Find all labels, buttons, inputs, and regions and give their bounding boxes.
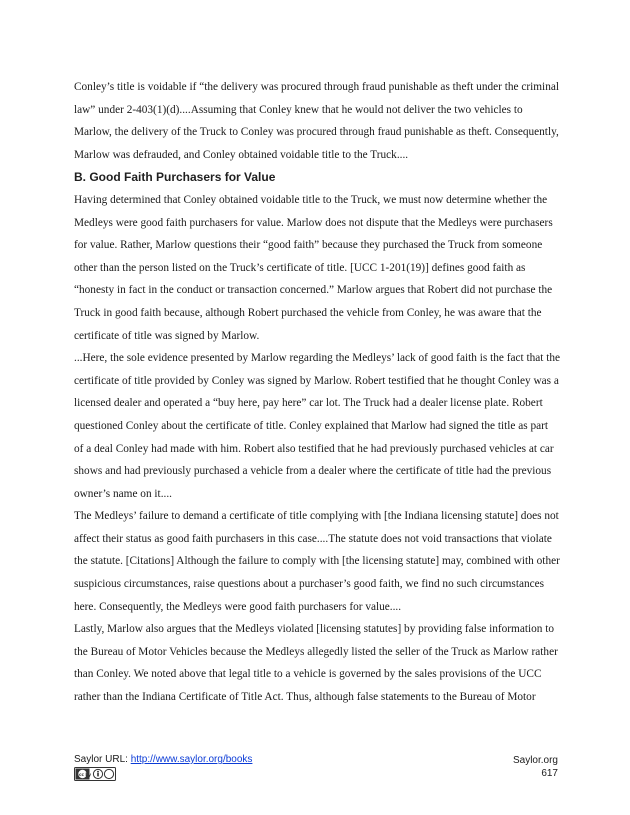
section-heading: B. Good Faith Purchasers for Value: [74, 170, 276, 185]
paragraph-2: Having determined that Conley obtained voidable title to the Truck, we must now determine whether the Medleys were good faith purchasers for value. Marlow does not dispute that the Medleys were purchasers for value. Rather, Marlow questions their “good faith” because they purchased the Truck from someone other than the person listed on the Truck’s certificate of title. [UCC 1-201(19)] defines good faith as “honesty in fact in the conduct or transaction concerned.” Marlow argues that Robert did not purchase the Truck in good faith because, although Robert purchased the vehicle from Conley, he was aware that the certificate of title was signed by Marlow.: [74, 193, 553, 342]
page-number: 617: [541, 768, 558, 779]
footer-source: [74, 754, 252, 765]
document-body: [74, 76, 560, 709]
paragraph-1: Conley’s title is voidable if “the delivery was procured through fraud punishable as theft under the criminal law” under 2-403(1)(d)....Assuming that Conley knew that he would not deliver the two vehicles to Marlow, the delivery of the Truck to Conley was procured through fraud punishable as theft. Consequently, Marlow was defrauded, and Conley obtained voidable title to the Truck....: [74, 81, 559, 161]
footer-url-label: Saylor URL:: [74, 754, 131, 765]
footer-brand-block: [513, 754, 558, 780]
creative-commons-license-icon[interactable]: [74, 767, 116, 781]
paragraph-3: ...Here, the sole evidence presented by Marlow regarding the Medleys’ lack of good faith is the fact that the certificate of title provided by Conley was signed by Marlow. Robert testified that he thought Conley was a licensed dealer and operated a “buy here, pay here” car lot. The Truck had a dealer license plate. Robert questioned Conley about the certificate of title. Conley explained that Marlow had signed the title as part of a deal Conley had made with him. Robert also testified that he had previously purchased vehicles at car shows and had previously purchased a vehicle from a dealer where the certificate of title had the previous owner’s name on it....: [74, 352, 561, 500]
paragraph-4: The Medleys’ failure to demand a certificate of title complying with [the Indiana licensing statute] does not affect their status as good faith purchasers in this case....The statute does not void transactions that violate the statute. [Citations] Although the failure to comply with [the licensing statute] may, combined with other suspicious circumstances, raise questions about a purchaser’s good faith, we find no such circumstances here. Consequently, the Medleys were good faith purchasers for value....: [74, 510, 560, 613]
paragraph-5: Lastly, Marlow also argues that the Medleys violated [licensing statutes] by providing false information to the Bureau of Motor Vehicles because the Medleys allegedly listed the seller of the Truck as Marlow rather than Conley. We noted above that legal title to a vehicle is governed by the sales provisions of the UCC rather than the Indiana Certificate of Title Act. Thus, although false statements to the Bureau of Motor: [74, 623, 558, 704]
cc-badge-text: cc by: [79, 772, 92, 778]
footer-brand: Saylor.org: [512, 755, 558, 766]
saylor-books-link[interactable]: http://www.saylor.org/books: [130, 754, 253, 765]
